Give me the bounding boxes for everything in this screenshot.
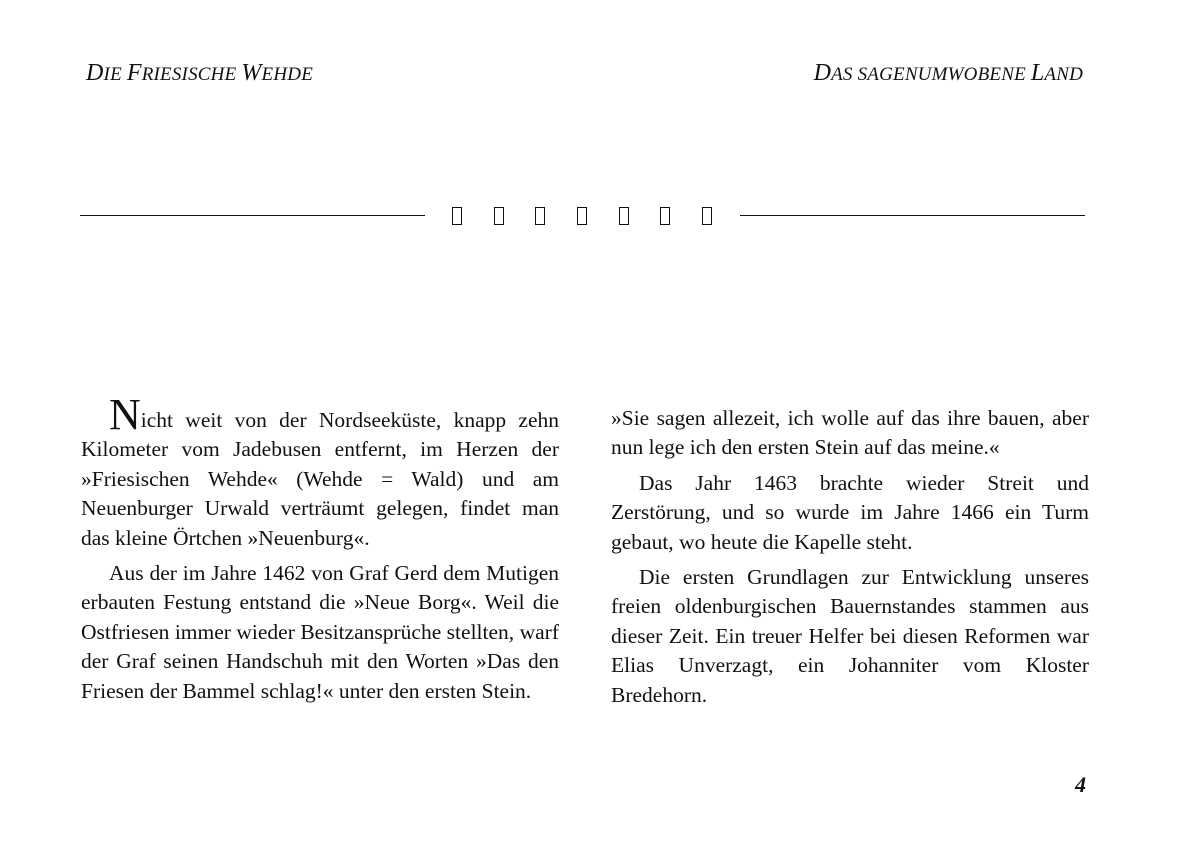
running-head-right-part-1: AS SAGENUMWOBENE [831, 64, 1031, 85]
running-head-left-initial-2: F [126, 60, 142, 86]
paragraph: »Sie sagen allezeit, ich wolle auf das ihre bauen, aber nun lege ich den ersten Stein auf das meine.« [611, 406, 1089, 460]
running-head-left-initial-3: W [241, 60, 262, 86]
paragraph-text: icht weit von der Nordseeküste, knapp zehn Kilometer vom Jadebusen entfernt, im Herzen der »Friesischen Wehde« (Wehde = Wald) und am Neuenburger Urwald verträumt gelegen, findet man das kleine Örtchen »Neuenburg«. [81, 408, 559, 550]
divider-rule-right [740, 215, 1085, 216]
drop-cap: N [109, 390, 141, 439]
ornament-glyphs [452, 204, 712, 225]
paragraph [81, 390, 559, 553]
missing-glyph-box-icon [702, 207, 712, 225]
running-head-left-part-2: RIESISCHE [141, 64, 242, 85]
missing-glyph-box-icon [494, 207, 504, 225]
ornament-divider [80, 204, 1085, 228]
paragraph: Das Jahr 1463 brachte wieder Streit und Zerstörung, und so wurde im Jahre 1466 ein Turm gebaut, wo heute die Kapelle steht. [611, 470, 1089, 554]
running-head-right-initial-2: L [1030, 60, 1045, 86]
running-head-left-initial-1: D [86, 60, 104, 86]
missing-glyph-box-icon [577, 207, 587, 225]
missing-glyph-box-icon [660, 207, 670, 225]
running-head-left-part-1: IE [103, 64, 127, 85]
page-number: 4 [1075, 772, 1086, 797]
paragraph: Die ersten Grundlagen zur Entwicklung unseres freien oldenburgischen Bauernstandes stammen aus dieser Zeit. Ein treuer Helfer bei diesen Reformen war Elias Unverzagt, ein Johanniter vom Kloster Bredehorn. [611, 565, 1089, 707]
running-head-left-part-3: EHDE [261, 64, 314, 85]
running-head-right-initial-1: D [813, 60, 832, 86]
text-column-left [81, 390, 559, 712]
running-head-right [814, 60, 1083, 87]
text-column-right [611, 404, 1089, 716]
paragraph: Aus der im Jahre 1462 von Graf Gerd dem Mutigen erbauten Festung entstand die »Neue Borg«. Weil die Ostfriesen immer wieder Besitzansprüche stellten, warf der Graf seinen Handschuh mit den Worten »Das den Friesen der Bammel schlag!« unter den ersten Stein. [81, 561, 559, 703]
running-head-right-part-2: AND [1044, 64, 1083, 85]
missing-glyph-box-icon [619, 207, 629, 225]
missing-glyph-box-icon [452, 207, 462, 225]
missing-glyph-box-icon [535, 207, 545, 225]
divider-rule-left [80, 215, 425, 216]
running-head-left [86, 60, 313, 87]
